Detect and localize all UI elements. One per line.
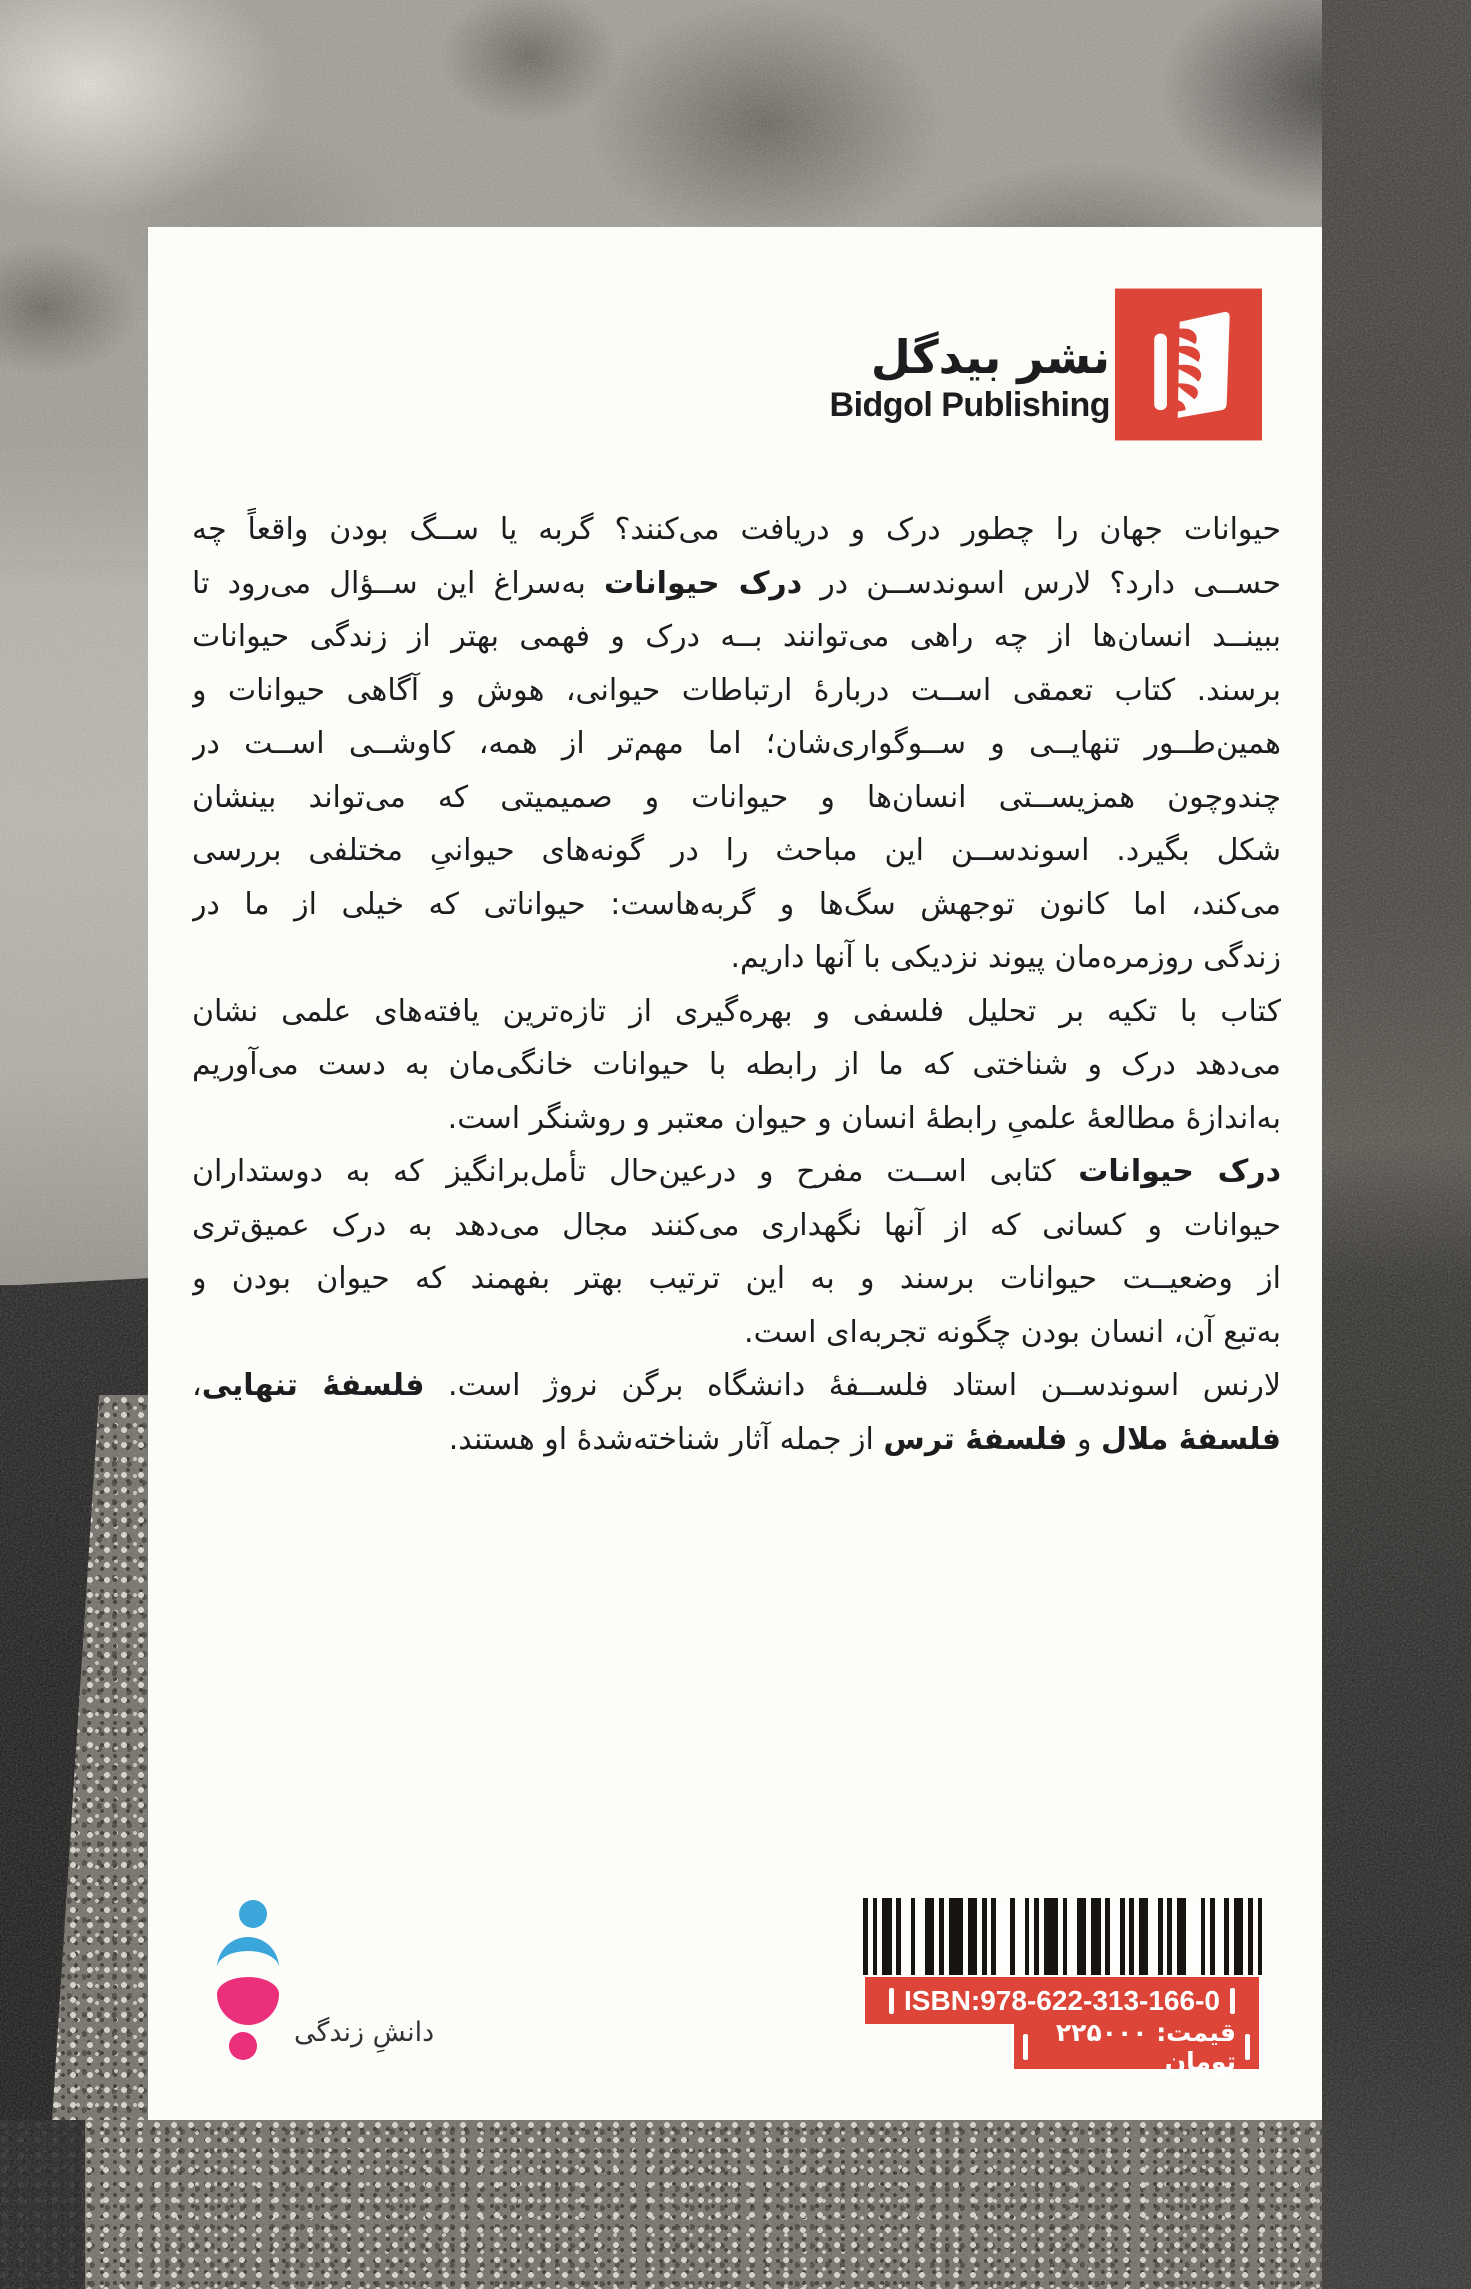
publisher-names xyxy=(630,331,1110,425)
blurb-line: می‌کند، اما کانون توجهش سگ‌ها و گربه‌هاست: حیواناتی که خیلی از ما در xyxy=(192,886,1281,922)
blurb-line: برسند. کتاب تعمقی اســت دربارهٔ ارتباطات حیوانی، هوش و آگاهی حیوانات و xyxy=(192,672,1281,708)
price-band xyxy=(1014,2017,1259,2076)
price-right-tick xyxy=(1245,2034,1250,2060)
isbn-label: ISBN:978-622-313-166-0 xyxy=(904,1984,1220,2016)
blurb-line: حیوانات جهان را چطور درک و دریافت می‌کنند؟ گربه یا ســگ بودن واقعاً چه xyxy=(192,512,1281,547)
bidgol-logo-icon xyxy=(1115,288,1262,441)
blurb-line: کتاب با تکیه بر تحلیل فلسفی و بهره‌گیری از تازه‌ترین یافته‌های علمی نشان xyxy=(192,993,1281,1029)
blurb-line: حســی دارد؟ لارس اسوندســن در درک حیوانات به‌سراغ این ســؤال می‌رود تا xyxy=(192,565,1281,601)
series-label: دانشِ زندگی xyxy=(294,2017,435,2048)
blurb-line: به‌تبع آن، انسان بودن چگونه تجربه‌ای است. xyxy=(744,1314,1281,1350)
publisher-name-farsi: نشر بیدگل xyxy=(870,330,1110,384)
back-cover-panel xyxy=(148,227,1322,2120)
publisher-name-english: Bidgol Publishing xyxy=(829,385,1110,424)
blurb-line: شکل بگیرد. اسوندســن این مباحث را در گونه‌های حیوانیِ مختلفی بررسی xyxy=(192,833,1281,868)
danesh-zendegi-logo-icon xyxy=(215,1898,281,2063)
blurb xyxy=(192,503,1281,1466)
blurb-line: زندگی روزمره‌مان پیوند نزدیکی با آنها داریم. xyxy=(730,940,1281,975)
blurb-line: به‌اندازهٔ مطالعهٔ علمیِ رابطهٔ انسان و حیوان معتبر و روشنگر است. xyxy=(447,1100,1281,1136)
blurb-line: از وضعیــت حیوانات برسند و به این ترتیب بهتر بفهمند که حیوان بودن و xyxy=(192,1261,1281,1296)
blurb-line: درک حیوانات کتابی اســت مفرح و درعین‌حال تأمل‌برانگیز که به دوستداران xyxy=(192,1154,1281,1189)
price-left-tick xyxy=(1023,2034,1028,2060)
isbn-right-tick xyxy=(1230,1988,1235,2014)
isbn-left-tick xyxy=(889,1988,894,2014)
blurb-line: می‌دهد درک و شناختی که ما از رابطه با حیوانات خانگی‌مان به دست می‌آوریم xyxy=(192,1047,1281,1082)
price-label: قیمت: ۲۲۵۰۰۰ تومان xyxy=(1055,2017,1236,2076)
blurb-line: همین‌طــور تنهایــی و ســوگواری‌شان؛ اما مهم‌تر از همه، کاوشــی اســت در xyxy=(192,726,1281,761)
barcode-block xyxy=(863,1898,1263,2289)
blurb-line: فلسفهٔ ملال و فلسفهٔ ترس از جمله آثار شناخته‌شدهٔ او هستند. xyxy=(448,1421,1281,1457)
barcode-bars xyxy=(863,1898,1263,1975)
blurb-line: ببینــد انسان‌ها از چه راهی می‌توانند بــه درک و فهمی بهتر از زندگی حیوانات xyxy=(192,619,1281,654)
blurb-line: حیوانات و کسانی که از آنها نگهداری می‌کنند مجال می‌دهد به درک عمیق‌تری xyxy=(192,1207,1281,1243)
blurb-line: لارنس اسوندســن استاد فلســفهٔ دانشگاه برگن نروژ است. فلسفهٔ تنهایی، xyxy=(192,1368,1281,1403)
blurb-line: چندوچون همزیســتی انسان‌ها و حیوانات و صمیمیتی که می‌تواند بینشان xyxy=(192,779,1281,815)
